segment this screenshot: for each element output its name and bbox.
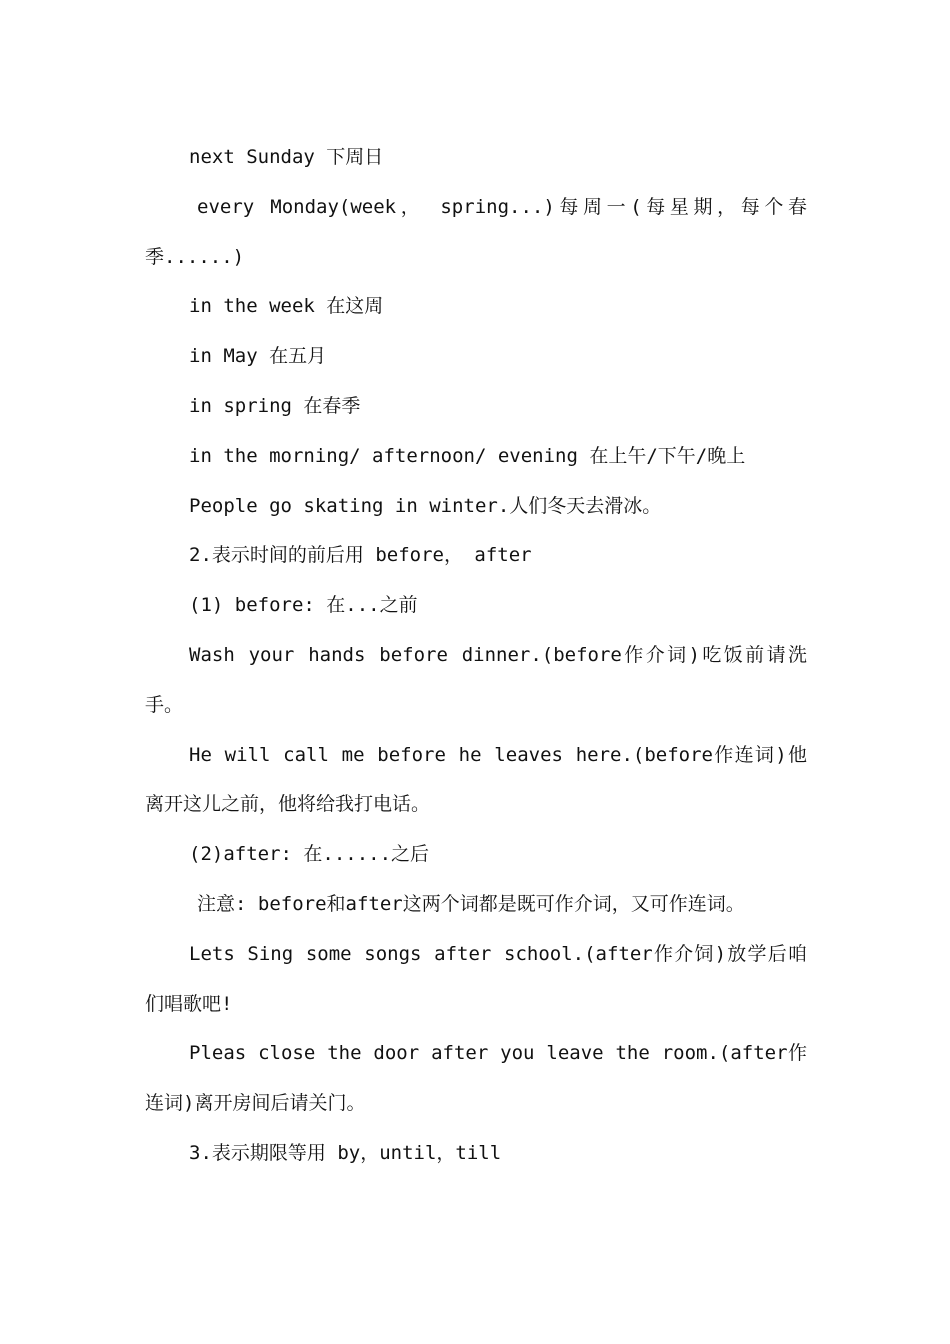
paragraph: in May 在五月 <box>189 345 327 368</box>
paragraph: in the week 在这周 <box>189 295 384 318</box>
paragraph: People go skating in winter.人们冬天去滑冰。 <box>189 494 662 517</box>
paragraph: He will call me before he leaves here.(before作连词)他离开这儿之前，他将给我打电话。 <box>145 743 807 816</box>
paragraph: Lets Sing some songs after school.(after作介饲)放学后咱们唱歌吧! <box>145 942 807 1015</box>
paragraph: every Monday(week， spring...)每周一(每星期，每个春季......) <box>145 195 807 268</box>
subsection-heading: (1) before: 在...之前 <box>189 594 418 617</box>
section-heading: 3.表示期限等用 by，until，till <box>189 1141 502 1164</box>
paragraph: next Sunday 下周日 <box>189 146 384 168</box>
document-body <box>145 133 807 1179</box>
section-heading: 2.表示时间的前后用 before， after <box>189 544 532 567</box>
paragraph: in the morning/ afternoon/ evening 在上午/下午/晚上 <box>189 444 746 467</box>
paragraph: in spring 在春季 <box>189 394 361 417</box>
paragraph: Pleas close the door after you leave the room.(after作连词)离开房间后请关门。 <box>145 1042 807 1115</box>
subsection-heading: (2)after: 在......之后 <box>189 843 430 866</box>
note-paragraph: 注意: before和after这两个词都是既可作介词，又可作连词。 <box>197 892 745 915</box>
paragraph: Wash your hands before dinner.(before作介词)吃饭前请洗手。 <box>145 643 807 716</box>
